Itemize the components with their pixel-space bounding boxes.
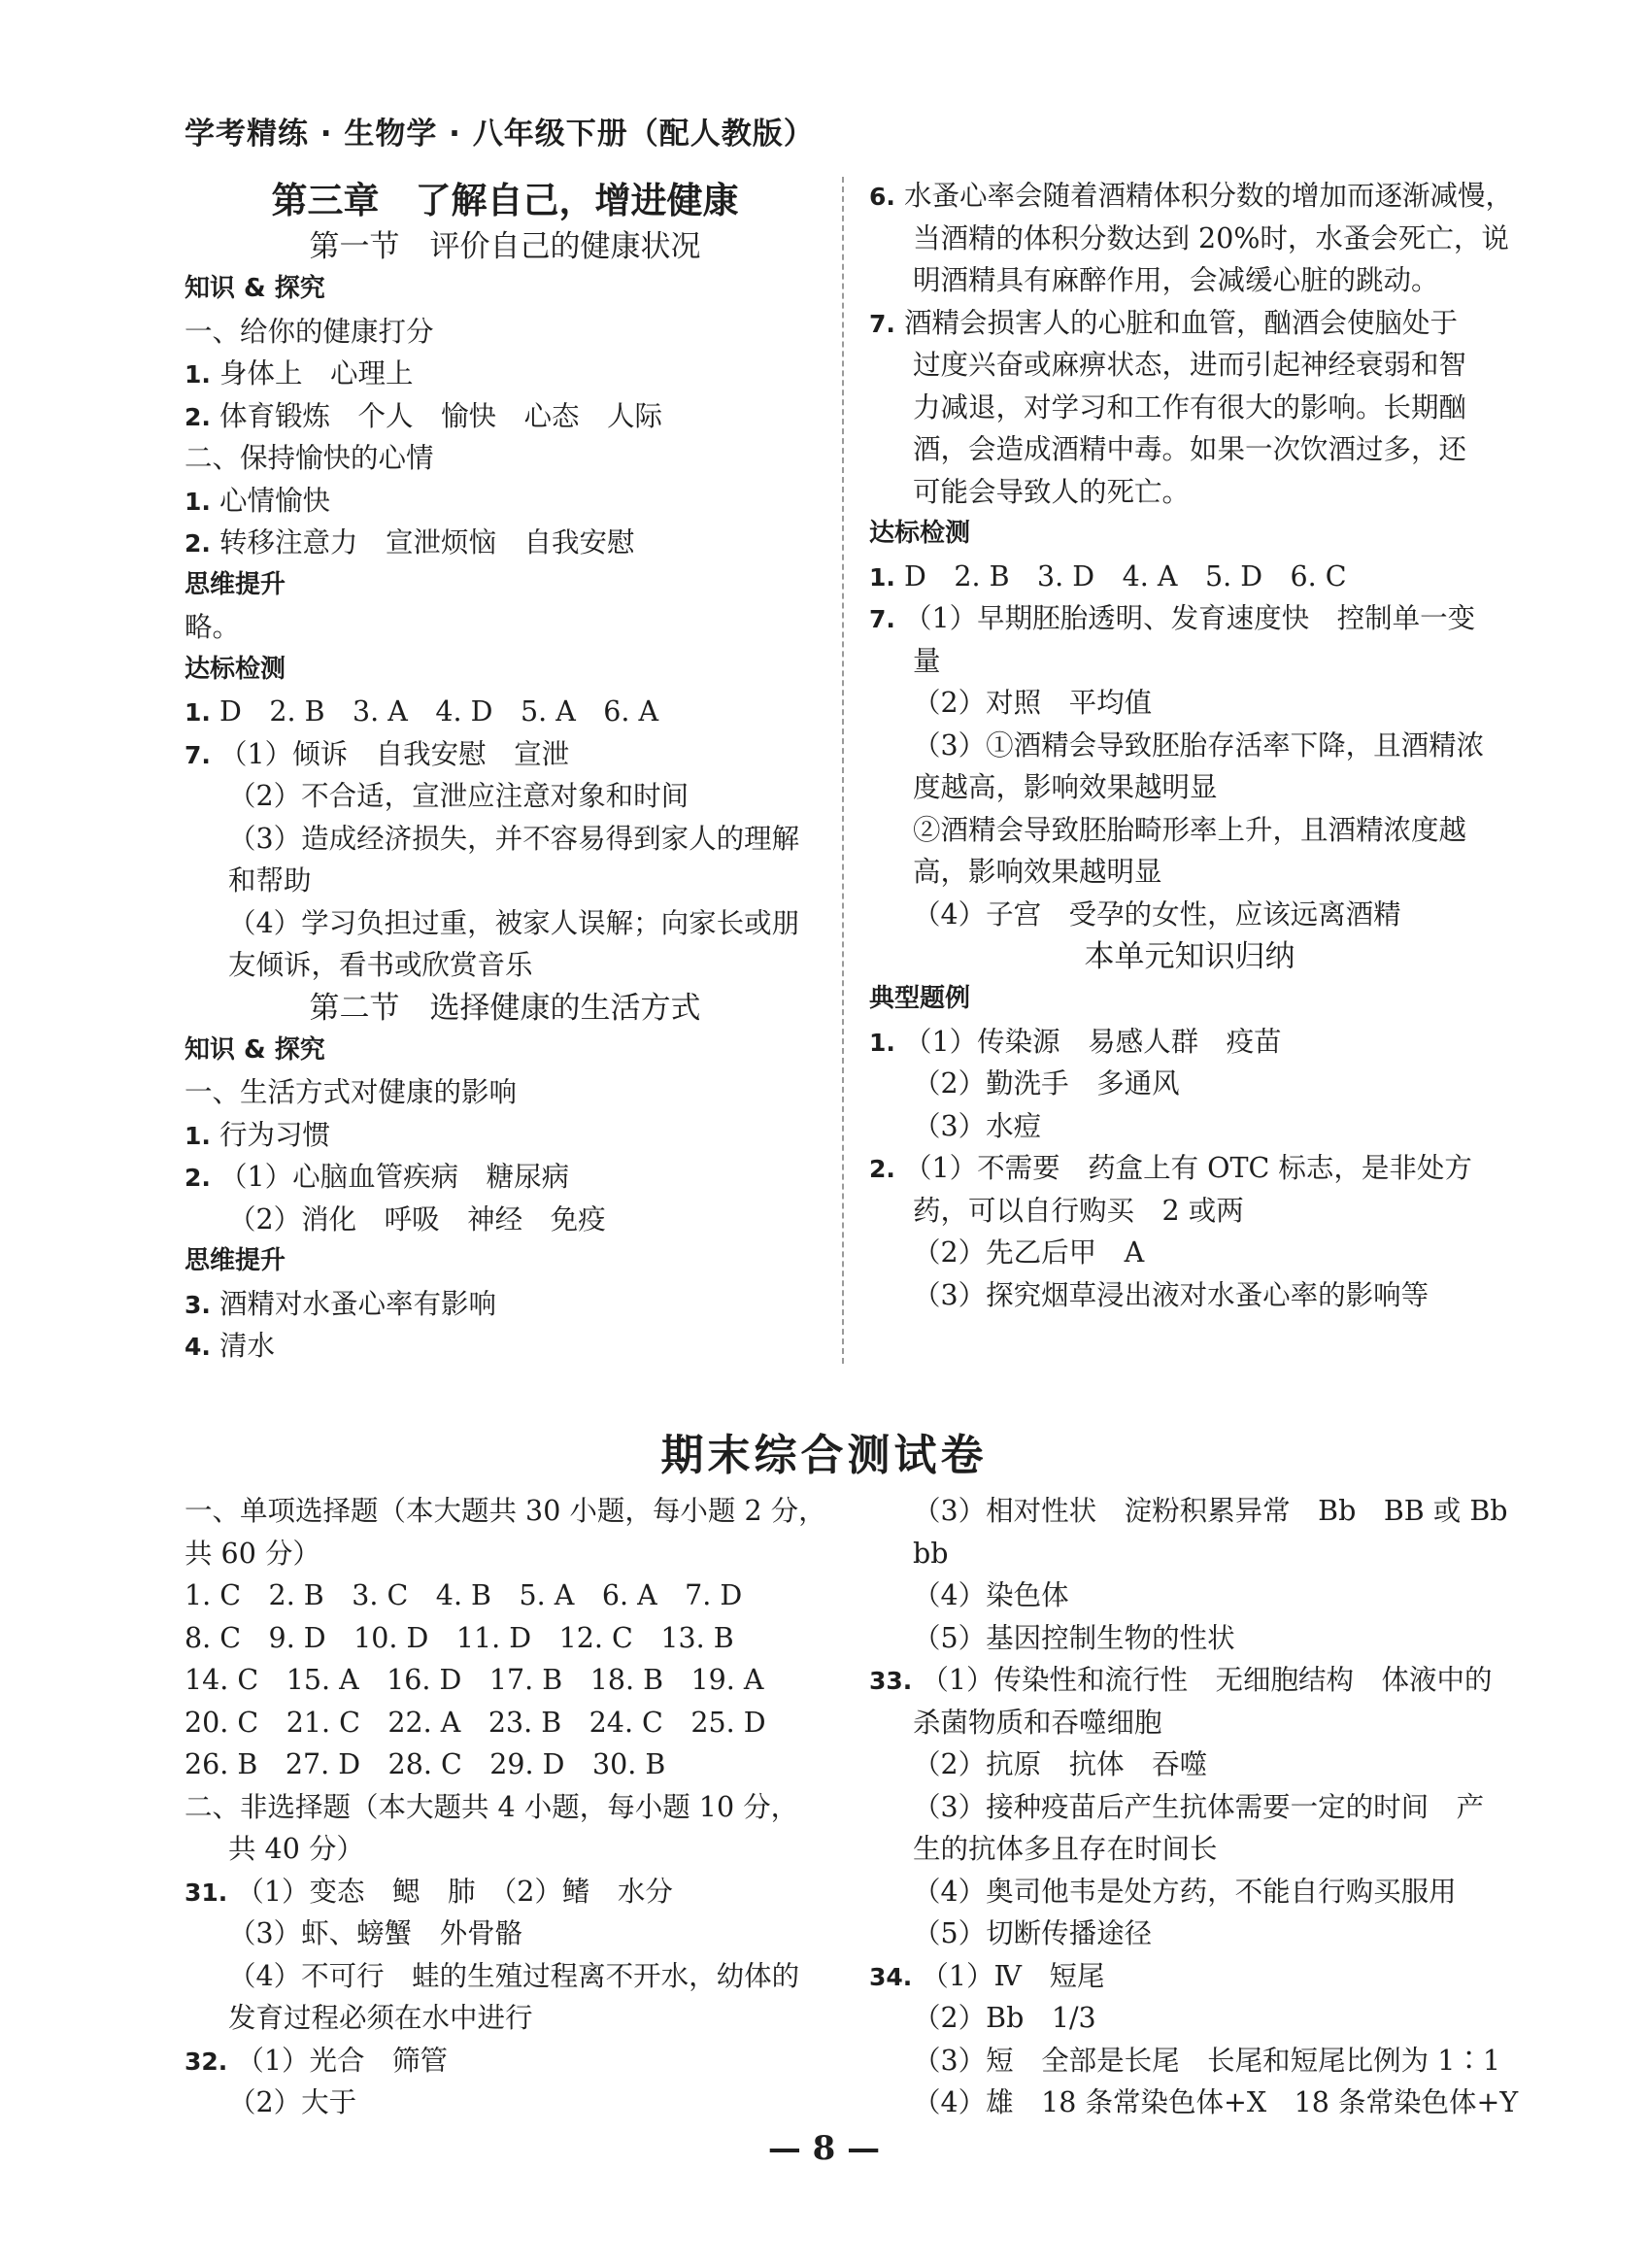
- answer-text: （2）对照 平均值: [913, 687, 1153, 719]
- answer-line: [185, 691, 825, 733]
- question-number: 33.: [869, 1667, 913, 1695]
- answer-text: （3）相对性状 淀粉积累异常 Bb BB 或 Bb: [913, 1495, 1508, 1527]
- answer-line: [185, 1156, 825, 1199]
- answer-text: （3）水痘: [913, 1109, 1042, 1142]
- answer-text: （4）雄 18 条常染色体+X 18 条常染色体+Y: [913, 2086, 1519, 2118]
- answer-line: [869, 428, 1510, 471]
- answer-text: 酒精会损害人的心脏和血管，酗酒会使脑处于: [903, 306, 1458, 339]
- question-number: 31.: [185, 1878, 228, 1907]
- answer-line: [185, 522, 825, 564]
- left-column: [185, 175, 825, 1368]
- answer-text: 可能会导致人的死亡。: [913, 475, 1191, 508]
- answer-text: （1）变态 鳃 肺 （2）鳍 水分: [236, 1875, 673, 1908]
- answer-line: [869, 175, 1513, 218]
- answer-text: 知识 & 探究: [185, 1034, 325, 1065]
- answer-line: [185, 1617, 825, 1660]
- answer-text: 本单元知识归纳: [1084, 939, 1295, 974]
- answer-text: 生的抗体多且存在时间长: [913, 1833, 1218, 1865]
- column-divider: [842, 177, 844, 1364]
- answer-line: [185, 480, 825, 523]
- question-number: 1.: [185, 487, 211, 516]
- answer-line: [869, 1702, 1510, 1744]
- answer-text: ②酒精会导致胚胎畸形率上升，且酒精浓度越: [913, 813, 1467, 846]
- answer-text: （2）先乙后甲 A: [913, 1236, 1145, 1269]
- answer-line: [869, 302, 1510, 345]
- answer-text: 当酒精的体积分数达到 20%时，水蚤会死亡，说: [913, 221, 1509, 254]
- answer-text: （3）短 全部是长尾 长尾和短尾比例为 1∶1: [913, 2044, 1500, 2077]
- answer-line: [869, 1533, 1510, 1575]
- answer-line: [869, 471, 1510, 514]
- answer-line: [185, 395, 825, 438]
- answer-line: [869, 344, 1510, 387]
- answer-line: [869, 1997, 1510, 2040]
- answer-text: 达标检测: [185, 654, 286, 684]
- answer-line: [869, 1828, 1510, 1871]
- question-number: 6.: [869, 183, 895, 211]
- answer-line: [869, 1274, 1510, 1317]
- answer-text: （3）接种疫苗后产生抗体需要一定的时间 产: [913, 1790, 1485, 1823]
- answer-text: （2）Bb 1/3: [913, 2002, 1096, 2034]
- answer-line: [869, 978, 1510, 1021]
- answer-line: [869, 1786, 1510, 1829]
- question-number: 32.: [185, 2047, 228, 2076]
- answer-text: 明酒精具有麻醉作用，会减缓心脏的跳动。: [913, 264, 1439, 296]
- answer-text: 药，可以自行购买 2 或两: [913, 1194, 1244, 1227]
- question-number: 1.: [185, 360, 211, 389]
- question-number: 7.: [185, 740, 211, 769]
- answer-text: （4）不可行 蛙的生殖过程离不开水，幼体的: [228, 1959, 800, 1992]
- answer-line: [869, 1147, 1510, 1190]
- answer-text: 身体上 心理上: [219, 357, 414, 389]
- answer-text: 达标检测: [869, 519, 971, 548]
- answer-line: [185, 175, 825, 225]
- page-header: 学考精练 · 生物学 · 八年级下册（配人教版）: [185, 117, 815, 152]
- answer-line: [869, 2040, 1510, 2082]
- answer-text: 共 40 分）: [228, 1833, 364, 1865]
- answer-text: 行为习惯: [219, 1118, 330, 1151]
- answer-line: [869, 640, 1510, 683]
- question-number: 2.: [869, 1155, 895, 1183]
- answer-text: 酒，会造成酒精中毒。如果一次饮酒过多，还: [913, 433, 1467, 465]
- answer-line: [869, 1490, 1510, 1533]
- question-number: 7.: [869, 309, 895, 338]
- answer-text: 和帮助: [228, 864, 312, 897]
- answer-line: [185, 353, 825, 395]
- answer-line: [869, 1190, 1510, 1233]
- question-number: 1.: [869, 1028, 895, 1057]
- answer-line: [869, 766, 1510, 809]
- answer-text: （4）学习负担过重，被家人误解；向家长或朋: [228, 906, 800, 939]
- answer-line: [185, 1071, 825, 1114]
- answer-text: （2）勤洗手 多通风: [913, 1067, 1180, 1100]
- answer-text: （5）基因控制生物的性状: [913, 1621, 1235, 1654]
- answer-text: 一、单项选择题（本大题共 30 小题，每小题 2 分，: [185, 1495, 826, 1527]
- question-number: 2.: [185, 1164, 211, 1192]
- answer-line: [185, 1913, 825, 1955]
- answer-line: [185, 311, 825, 354]
- question-number: 4.: [185, 1333, 211, 1361]
- answer-line: [185, 1955, 825, 1998]
- exam-left-column: [185, 1490, 825, 2124]
- answer-text: （3）①酒精会导致胚胎存活率下降，且酒精浓: [913, 728, 1485, 762]
- answer-text: 量: [913, 644, 941, 677]
- answer-text: 思维提升: [185, 1246, 286, 1275]
- answer-line: [869, 1913, 1510, 1955]
- answer-line: [185, 902, 825, 945]
- answer-line: [185, 225, 825, 268]
- answer-text: （4）奥司他韦是处方药，不能自行购买服用: [913, 1875, 1457, 1908]
- answer-text: （2）不合适，宣泄应注意对象和时间: [228, 780, 689, 812]
- answer-text: D 2. B 3. A 4. D 5. A 6. A: [219, 695, 659, 728]
- answer-text: （2）大于: [228, 2086, 357, 2118]
- answer-text: 典型题例: [869, 984, 971, 1013]
- answer-line: [185, 987, 825, 1030]
- answer-line: [185, 1997, 825, 2040]
- answer-line: [185, 1533, 825, 1575]
- answer-line: [869, 1063, 1510, 1105]
- answer-line: [185, 1490, 825, 1533]
- answer-text: 第三章 了解自己，增进健康: [271, 179, 739, 221]
- answer-line: [185, 1828, 825, 1871]
- answer-text: 体育锻炼 个人 愉快 心态 人际: [219, 399, 662, 432]
- answer-text: 酒精对水蚤心率有影响: [219, 1287, 496, 1320]
- answer-line: [869, 1659, 1510, 1702]
- answer-text: 杀菌物质和吞噬细胞: [913, 1706, 1162, 1739]
- answer-text: 高，影响效果越明显: [913, 856, 1162, 888]
- answer-text: 水蚤心率会随着酒精体积分数的增加而逐渐减慢，: [903, 180, 1513, 212]
- answer-line: [185, 268, 825, 311]
- answer-line: [185, 1871, 825, 1913]
- answer-text: 共 60 分）: [185, 1537, 320, 1570]
- answer-text: （2）消化 呼吸 神经 免疫: [228, 1202, 606, 1236]
- answer-text: 二、保持愉快的心情: [185, 442, 434, 474]
- answer-line: [185, 1786, 825, 1829]
- question-number: 34.: [869, 1962, 913, 1991]
- answer-line: [869, 725, 1510, 767]
- answer-line: [185, 1702, 825, 1744]
- question-number: 7.: [869, 605, 895, 633]
- answer-line: [185, 1114, 825, 1157]
- answer-text: 友倾诉，看书或欣赏音乐: [228, 949, 533, 981]
- answer-text: （3）探究烟草浸出液对水蚤心率的影响等: [913, 1278, 1429, 1311]
- answer-text: （5）切断传播途径: [913, 1917, 1153, 1949]
- answer-line: [185, 1659, 825, 1702]
- answer-text: 知识 & 探究: [185, 274, 325, 303]
- answer-text: 力减退，对学习和工作有很大的影响。长期酗: [913, 390, 1467, 423]
- answer-line: [185, 2040, 825, 2082]
- answer-line: [185, 944, 825, 987]
- answer-line: [869, 682, 1510, 725]
- answer-text: （4）染色体: [913, 1579, 1069, 1611]
- answer-text: 过度兴奋或麻痹状态，进而引起神经衰弱和智: [913, 349, 1467, 381]
- answer-line: [185, 1283, 825, 1326]
- answer-line: [185, 860, 825, 902]
- question-number: 1.: [869, 562, 895, 592]
- answer-text: 发育过程必须在水中进行: [228, 2002, 533, 2034]
- answer-text: （3）造成经济损失，并不容易得到家人的理解: [228, 822, 800, 855]
- answer-text: 26. B 27. D 28. C 29. D 30. B: [185, 1748, 666, 1780]
- answer-line: [185, 437, 825, 480]
- answer-text: 心情愉快: [219, 484, 330, 517]
- answer-line: [869, 259, 1510, 302]
- answer-text: 略。: [185, 611, 241, 643]
- answer-line: [185, 2082, 825, 2124]
- answer-text: 第二节 选择健康的生活方式: [309, 990, 701, 1026]
- answer-text: 8. C 9. D 10. D 11. D 12. C 13. B: [185, 1621, 734, 1654]
- answer-line: [869, 1232, 1510, 1274]
- answer-line: [185, 775, 825, 818]
- answer-line: [869, 1617, 1510, 1660]
- answer-text: 度越高，影响效果越明显: [913, 771, 1218, 803]
- answer-line: [869, 1574, 1510, 1617]
- answer-text: （4）子宫 受孕的女性，应该远离酒精: [913, 897, 1401, 931]
- answer-text: （1）不需要 药盒上有 OTC 标志，是非处方: [903, 1152, 1472, 1184]
- answer-line: [185, 564, 825, 607]
- answer-text: 一、生活方式对健康的影响: [185, 1076, 518, 1108]
- answer-line: [869, 809, 1510, 852]
- answer-line: [869, 218, 1510, 260]
- answer-line: [869, 1021, 1510, 1064]
- answer-text: 14. C 15. A 16. D 17. B 18. B 19. A: [185, 1664, 764, 1696]
- answer-line: [185, 818, 825, 861]
- answer-line: [185, 606, 825, 649]
- answer-text: 二、非选择题（本大题共 4 小题，每小题 10 分，: [185, 1790, 799, 1823]
- answer-text: 一、给你的健康打分: [185, 315, 434, 348]
- answer-line: [869, 1743, 1510, 1786]
- answer-text: 清水: [219, 1330, 275, 1362]
- answer-text: 第一节 评价自己的健康状况: [309, 229, 701, 264]
- question-number: 3.: [185, 1290, 211, 1319]
- final-exam-title: 期末综合测试卷: [660, 1431, 988, 1480]
- answer-line: [185, 649, 825, 692]
- page-number: — 8 —: [767, 2129, 881, 2168]
- answer-line: [185, 1199, 825, 1241]
- answer-line: [869, 894, 1510, 936]
- answer-line: [185, 1030, 825, 1072]
- question-number: 2.: [185, 402, 211, 431]
- answer-line: [185, 733, 825, 776]
- answer-text: （1）倾诉 自我安慰 宣泄: [219, 737, 570, 770]
- answer-line: [869, 851, 1510, 894]
- question-number: 1.: [185, 1121, 211, 1150]
- answer-line: [869, 597, 1510, 640]
- answer-text: 思维提升: [185, 569, 286, 599]
- answer-text: （1）传染源 易感人群 疫苗: [903, 1025, 1282, 1058]
- answer-line: [869, 2082, 1519, 2124]
- exam-right-column: [869, 1490, 1519, 2124]
- question-number: 2.: [185, 529, 211, 558]
- answer-line: [869, 387, 1510, 429]
- answer-text: （1）传染性和流行性 无细胞结构 体液中的: [921, 1664, 1493, 1696]
- answer-line: [185, 1574, 825, 1617]
- answer-text: （3）虾、螃蟹 外骨骼: [228, 1917, 523, 1949]
- answer-text: 20. C 21. C 22. A 23. B 24. C 25. D: [185, 1706, 766, 1739]
- answer-text: 转移注意力 宣泄烦恼 自我安慰: [219, 526, 635, 559]
- right-column: [869, 175, 1513, 1316]
- answer-text: D 2. B 3. D 4. A 5. D 6. C: [903, 559, 1347, 592]
- answer-line: [185, 1743, 825, 1786]
- answer-line: [869, 1105, 1510, 1148]
- question-number: 1.: [185, 698, 211, 727]
- answer-line: [185, 1325, 825, 1368]
- answer-line: [869, 556, 1510, 598]
- answer-line: [869, 513, 1510, 556]
- answer-line: [185, 1240, 825, 1283]
- answer-text: （1）Ⅳ 短尾: [921, 1959, 1105, 1992]
- answer-text: bb: [913, 1537, 949, 1570]
- answer-text: （1）光合 筛管: [236, 2044, 448, 2077]
- answer-line: [869, 1955, 1510, 1998]
- answer-text: （1）早期胚胎透明、发育速度快 控制单一变: [903, 602, 1476, 634]
- answer-line: [869, 1871, 1510, 1913]
- answer-line: [869, 935, 1510, 978]
- answer-text: （2）抗原 抗体 吞噬: [913, 1748, 1208, 1780]
- answer-text: 1. C 2. B 3. C 4. B 5. A 6. A 7. D: [185, 1579, 743, 1611]
- answer-text: （1）心脑血管疾病 糖尿病: [219, 1161, 570, 1193]
